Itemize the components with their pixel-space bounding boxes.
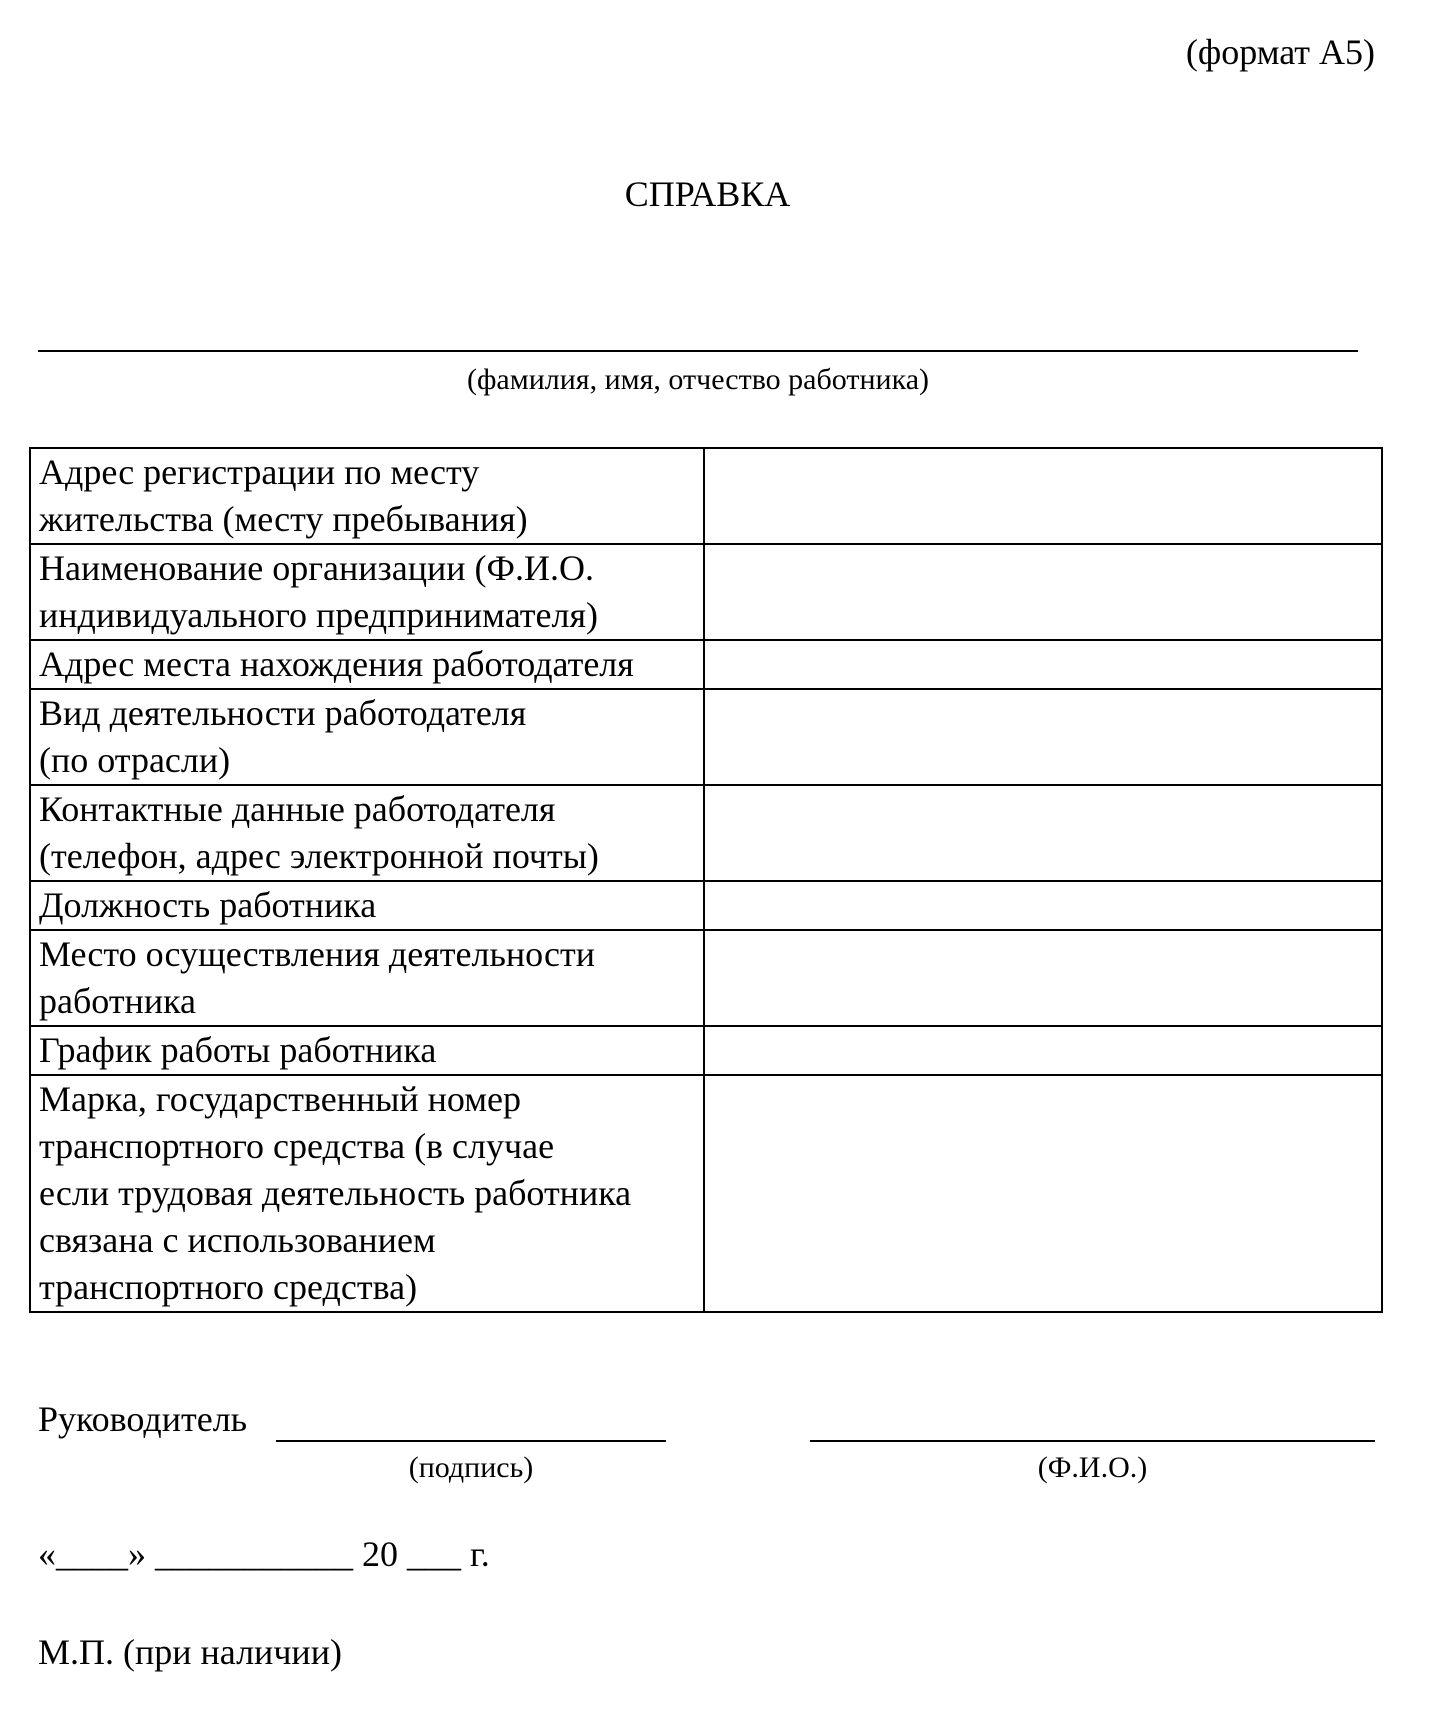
document-title: СПРАВКА xyxy=(624,174,791,214)
format-note: (формат А5) xyxy=(1185,32,1375,72)
signature-field[interactable] xyxy=(276,1440,666,1442)
table-row xyxy=(30,881,1382,930)
row-label-line: (по отрасли) xyxy=(39,740,231,780)
row-label-line: если трудовая деятельность работника xyxy=(39,1173,632,1213)
table-row xyxy=(30,640,1382,689)
row-label xyxy=(30,640,704,689)
row-label-line: Адрес регистрации по месту xyxy=(39,452,480,492)
row-value-employer-address[interactable] xyxy=(704,640,1382,689)
row-label xyxy=(30,689,704,785)
row-value-work-schedule[interactable] xyxy=(704,1026,1382,1075)
row-label-line: (телефон, адрес электронной почты) xyxy=(39,836,599,876)
row-label xyxy=(30,1026,704,1075)
row-value-activity-type[interactable] xyxy=(704,689,1382,785)
row-label-line: транспортного средства (в случае xyxy=(39,1126,555,1166)
row-value-contact-data[interactable] xyxy=(704,785,1382,881)
row-label-line: жительства (месту пребывания) xyxy=(39,499,528,539)
row-value-organization-name[interactable] xyxy=(704,544,1382,640)
signature-caption: (подпись) xyxy=(408,1451,534,1484)
head-label: Руководитель xyxy=(38,1399,248,1439)
table-row xyxy=(30,689,1382,785)
employee-name-field[interactable] xyxy=(38,350,1358,352)
row-label xyxy=(30,785,704,881)
row-label-line: Должность работника xyxy=(39,885,377,925)
row-label xyxy=(30,881,704,930)
table-row xyxy=(30,544,1382,640)
stamp-note: М.П. (при наличии) xyxy=(38,1632,342,1672)
row-label-line: Контактные данные работодателя xyxy=(39,789,556,829)
row-label-line: Наименование организации (Ф.И.О. xyxy=(39,548,594,588)
table-row xyxy=(30,1075,1382,1312)
table-row xyxy=(30,930,1382,1026)
row-value-work-place[interactable] xyxy=(704,930,1382,1026)
row-label-line: График работы работника xyxy=(39,1030,437,1070)
row-value-position[interactable] xyxy=(704,881,1382,930)
fio-caption: (Ф.И.О.) xyxy=(1037,1451,1148,1484)
table-row xyxy=(30,785,1382,881)
row-label xyxy=(30,544,704,640)
table-row xyxy=(30,448,1382,544)
row-label-line: Адрес места нахождения работодателя xyxy=(39,644,634,684)
row-label xyxy=(30,930,704,1026)
row-value-registration-address[interactable] xyxy=(704,448,1382,544)
table-row xyxy=(30,1026,1382,1075)
employee-name-caption: (фамилия, имя, отчество работника) xyxy=(466,363,930,396)
row-label-line: связана с использованием xyxy=(39,1220,436,1260)
row-label-line: транспортного средства) xyxy=(39,1267,418,1307)
date-field[interactable]: «____» ___________ 20 ___ г. xyxy=(38,1534,490,1574)
row-label-line: Место осуществления деятельности xyxy=(39,934,595,974)
head-fio-field[interactable] xyxy=(810,1440,1375,1442)
row-label-line: индивидуального предпринимателя) xyxy=(39,595,598,635)
row-label-line: Вид деятельности работодателя xyxy=(39,693,527,733)
row-value-vehicle[interactable] xyxy=(704,1075,1382,1312)
row-label xyxy=(30,448,704,544)
row-label-line: работника xyxy=(39,981,197,1021)
row-label-line: Марка, государственный номер xyxy=(39,1079,522,1119)
info-table xyxy=(29,447,1383,1313)
row-label xyxy=(30,1075,704,1312)
